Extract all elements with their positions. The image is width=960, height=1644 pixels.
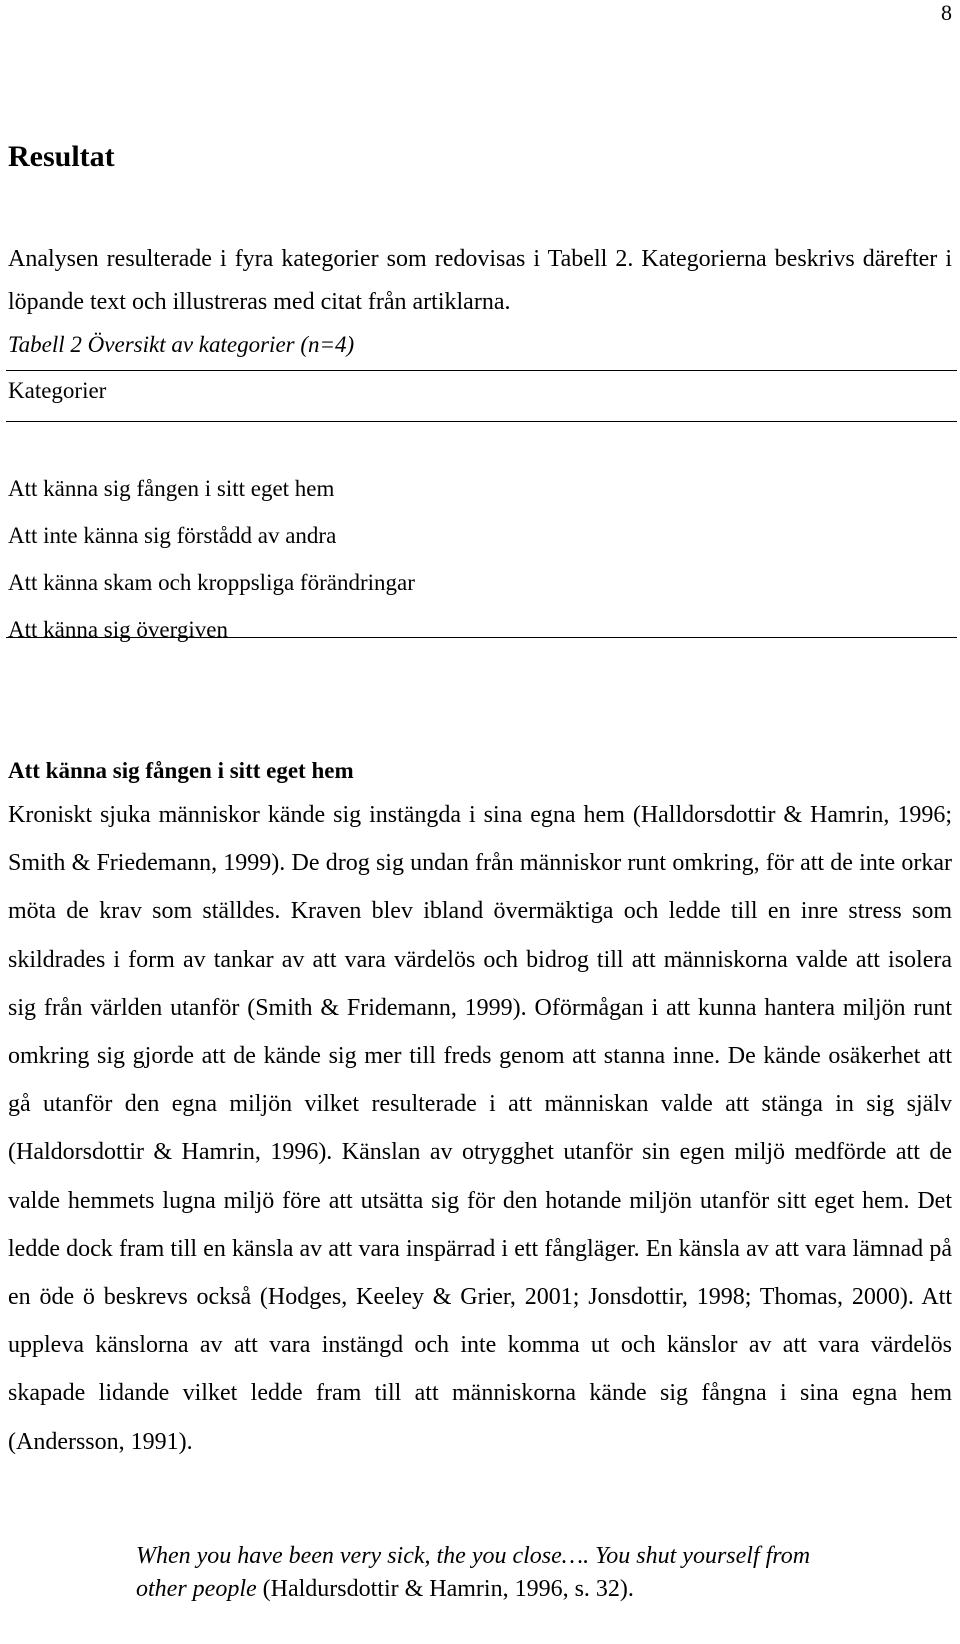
category-row: Att känna sig fången i sitt eget hem bbox=[8, 476, 335, 501]
table-header-rule bbox=[6, 421, 957, 422]
category-row: Att känna sig övergiven bbox=[8, 617, 228, 642]
table-caption: Tabell 2 Översikt av kategorier (n=4) bbox=[8, 332, 355, 357]
table-top-rule bbox=[6, 370, 957, 371]
block-quote bbox=[136, 1540, 826, 1606]
category-list bbox=[8, 465, 415, 653]
subsection-heading: Att känna sig fången i sitt eget hem bbox=[8, 758, 354, 783]
category-row: Att inte känna sig förstådd av andra bbox=[8, 523, 337, 548]
page-number: 8 bbox=[941, 0, 952, 25]
intro-paragraph: Analysen resulterade i fyra kategorier som redovisas i Tabell 2. Kategorierna beskrivs därefter i löpande text och illustreras med citat från artiklarna. bbox=[8, 246, 952, 315]
quote-citation: (Haldursdottir & Hamrin, 1996, s. 32). bbox=[256, 1576, 634, 1602]
quote-text: When you have been very sick, the you close…. You shut yourself from other people bbox=[136, 1543, 811, 1602]
body-paragraph: Kroniskt sjuka människor kände sig instängda i sina egna hem (Halldorsdottir & Hamrin, 1996; Smith & Friedemann, 1999). De drog sig undan från människor runt omkring, för att de inte orkar möta de krav som ställdes. Kraven blev ibland övermäktiga och ledde till en inre stress som skildrades i form av tankar av att vara värdelös och bidrog till att människorna valde att isolera sig från världen utanför (Smith & Fridemann, 1999). Oförmågan i att kunna hantera miljön runt omkring sig gjorde att de kände sig mer till freds genom att stanna inne. De kände osäkerhet att gå utanför den egna miljön vilket resulterade i att människan valde att stänga in sig själv (Haldorsdottir & Hamrin, 1996). Känslan av otrygghet utanför sin egen miljö medförde att de valde hemmets lugna miljö före att utsätta sig för den hotande miljön utanför sitt eget hem. Det ledde dock fram till en känsla av att vara inspärrad i ett fångläger. En känsla av att vara lämnad på en öde ö beskrevs också (Hodges, Keeley & Grier, 2001; Jonsdottir, 1998; Thomas, 2000). Att uppleva känslorna av att vara instängd och inte komma ut och känslor av att vara värdelös skapade lidande vilket ledde fram till att människorna kände sig fångna i sina egna hem (Andersson, 1991). bbox=[8, 802, 952, 1455]
table-column-header: Kategorier bbox=[8, 378, 107, 403]
table-bottom-rule bbox=[6, 637, 957, 638]
section-heading: Resultat bbox=[8, 140, 115, 173]
category-row: Att känna skam och kroppsliga förändringar bbox=[8, 570, 415, 595]
